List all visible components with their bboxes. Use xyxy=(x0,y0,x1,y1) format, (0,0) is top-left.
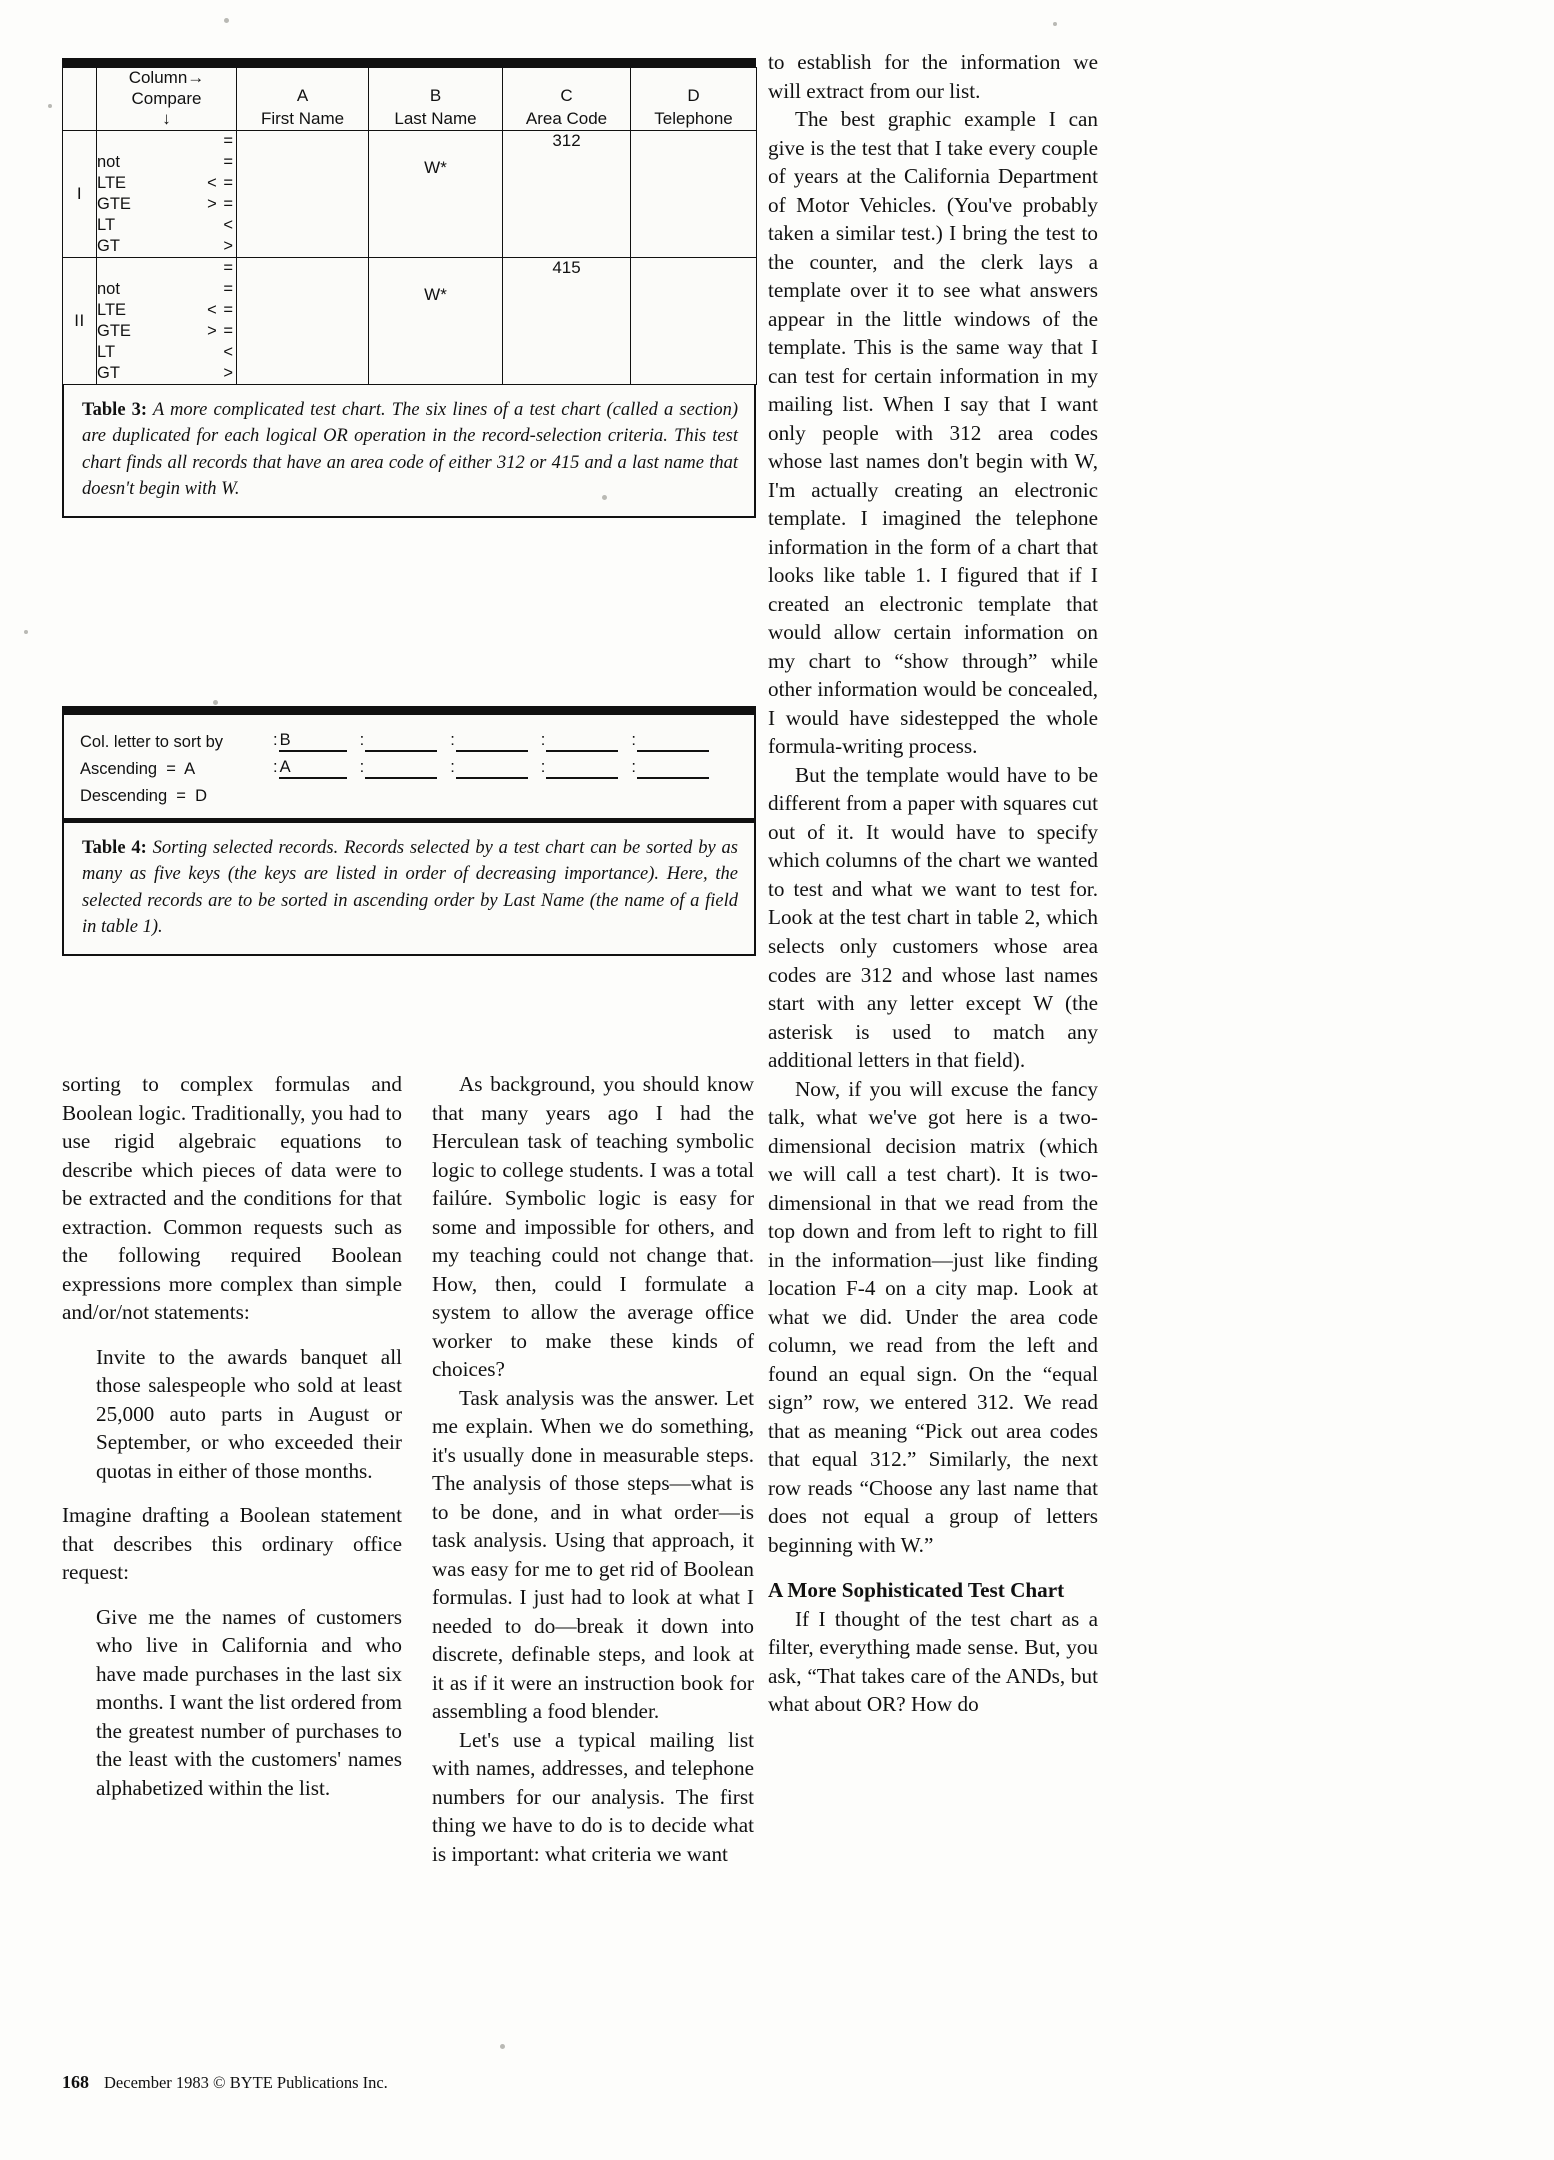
column-c-header xyxy=(503,68,631,131)
operator-name: GTE xyxy=(97,195,131,214)
cell-telephone xyxy=(631,258,757,385)
table3-caption xyxy=(82,397,738,502)
column-b-header xyxy=(369,68,503,131)
sort-key-input-2[interactable] xyxy=(365,731,437,752)
operator-name: LT xyxy=(97,216,116,235)
sort-form xyxy=(62,715,756,820)
section-label: I xyxy=(63,131,97,258)
block-quote: Invite to the awards banquet all those salespeople who sold at least 25,000 auto parts in August or September, or who exceeded their quotas in either of those months. xyxy=(96,1344,402,1483)
operator-row xyxy=(97,363,236,384)
scan-speck xyxy=(602,495,607,500)
table3-figure xyxy=(62,58,756,518)
cell-last-name: W* xyxy=(369,258,503,385)
operator-row xyxy=(97,342,236,363)
sort-key-slot-4[interactable] xyxy=(541,731,619,752)
operator-row xyxy=(97,194,236,215)
sort-key-slot-5[interactable] xyxy=(631,731,709,752)
compare-header-line1: Column→ xyxy=(128,68,205,87)
operator-name: GT xyxy=(97,364,120,383)
sort-order-input-4[interactable] xyxy=(546,758,618,779)
sort-order-slot-4[interactable] xyxy=(541,758,619,779)
operator-row xyxy=(97,300,236,321)
sort-key-slot-3[interactable] xyxy=(450,731,528,752)
scan-speck xyxy=(213,700,218,705)
table3-caption-label: Table 3: xyxy=(82,400,148,421)
body-column-left xyxy=(62,1070,402,1818)
footer-page-number: 168 xyxy=(62,2072,89,2092)
operator-symbol: < xyxy=(223,216,234,235)
operator-symbol: = xyxy=(223,259,234,278)
operator-list-section-1 xyxy=(97,131,237,258)
scan-speck xyxy=(48,104,52,108)
sort-order-input-5[interactable] xyxy=(637,758,709,779)
figure-top-rule xyxy=(62,58,756,67)
block-quote: Give me the names of customers who live in California and who have made purchases in the last six months. I want the list ordered from the greatest number of purchases to the least with the customers' names alphabetized within the list. xyxy=(96,1604,402,1800)
scan-speck xyxy=(224,18,229,23)
cell-telephone xyxy=(631,131,757,258)
table4-caption-text: Sorting selected records. Records selected by a test chart can be sorted by as many as five keys (the keys are listed in order of decreasing importance). Here, the selected records are to be sorted in ascending order by Last Name (the name of a field in table 1). xyxy=(82,838,738,937)
sort-key-input-1[interactable] xyxy=(279,731,347,752)
operator-name: GT xyxy=(97,237,120,256)
scan-speck xyxy=(24,630,28,634)
operator-row xyxy=(97,258,236,279)
column-b-name: Last Name xyxy=(394,108,477,128)
sort-key-slot-2[interactable] xyxy=(360,731,438,752)
sort-order-slot-3[interactable] xyxy=(450,758,528,779)
paragraph: to establish for the information we will extract from our list. xyxy=(768,50,1098,103)
sort-key-input-3[interactable] xyxy=(456,731,528,752)
slot-colon: : xyxy=(540,758,546,776)
operator-row xyxy=(97,321,236,342)
operator-symbol: < = xyxy=(207,301,234,320)
table4-caption xyxy=(82,835,738,940)
slot-colon: : xyxy=(540,731,546,749)
operator-row xyxy=(97,279,236,300)
sort-order-slot-2[interactable] xyxy=(360,758,438,779)
table3-caption-box xyxy=(62,385,756,518)
operator-symbol: = xyxy=(223,153,234,172)
body-column-middle xyxy=(432,1070,754,1868)
column-d-letter: D xyxy=(687,86,700,106)
sort-key-fields-row1 xyxy=(273,731,709,752)
operator-name: LTE xyxy=(97,174,127,193)
cell-last-name: W* xyxy=(369,131,503,258)
scan-speck xyxy=(500,2044,505,2049)
slot-colon: : xyxy=(273,731,278,749)
operator-name xyxy=(97,131,137,152)
paragraph: Imagine drafting a Boolean statement that describes this ordinary office request: xyxy=(62,1503,402,1585)
operator-name: GTE xyxy=(97,322,131,341)
operator-row xyxy=(97,173,236,194)
operator-symbol: > xyxy=(223,364,234,383)
test-chart-table xyxy=(62,67,757,385)
column-b-letter: B xyxy=(429,86,442,106)
table-header-row xyxy=(63,68,757,131)
operator-symbol: > xyxy=(223,237,234,256)
paragraph: The best graphic example I can give is the test that I take every couple of years at the California Department of Motor Vehicles. (You've probably taken a similar test.) I bring the test to the counter, and the clerk lays a template over it to see what answers appear in the little windows of the template. This is the same way that I can test for certain information in my mailing list. When I say that I want only people with 312 area codes whose last names don't begin with W, I'm actually creating an electronic template. I imagined the telephone information in the form of a chart that looks like table 1. I figured that if I created an electronic template that would allow certain information on my chart to “show through” while other information would be concealed, I would have sidestepped the whole formula-writing process. xyxy=(768,107,1098,759)
section-heading: A More Sophisticated Test Chart xyxy=(768,1578,1065,1603)
slot-colon: : xyxy=(450,758,455,776)
operator-symbol: > = xyxy=(207,195,234,214)
slot-colon: : xyxy=(631,731,636,749)
operator-symbol: = xyxy=(223,132,234,151)
sort-order-slot-5[interactable] xyxy=(631,758,709,779)
footer-copyright: December 1983 © BYTE Publications Inc. xyxy=(104,2073,388,2092)
slot-colon: : xyxy=(450,731,455,749)
sort-key-slot-1[interactable] xyxy=(273,731,347,752)
operator-row xyxy=(97,131,236,152)
paragraph: If I thought of the test chart as a filter, everything made sense. But, you ask, “That takes care of the ANDs, but what about OR? How do xyxy=(768,1606,1098,1717)
column-d-name: Telephone xyxy=(654,108,733,128)
operator-name: not xyxy=(97,153,120,172)
column-a-name: First Name xyxy=(260,108,345,128)
sort-key-input-4[interactable] xyxy=(546,731,618,752)
operator-name: not xyxy=(97,280,120,299)
cell-first-name xyxy=(237,258,369,385)
compare-header-line3: ↓ xyxy=(162,109,171,129)
paragraph: But the template would have to be different from a paper with squares cut out of it. It would have to specify which columns of the chart we wanted to test and what we want to test for. Look at the test chart in table 2, which selects only customers whose area codes are 312 and whose last names start with any letter except W (the asterisk is used to match any additional letters in that field). xyxy=(768,762,1098,1073)
operator-symbol: < = xyxy=(207,174,234,193)
page-footer xyxy=(62,2072,388,2093)
section-label: II xyxy=(63,258,97,385)
sort-label-ascending: Ascending = A xyxy=(80,760,196,778)
operator-row xyxy=(97,215,236,236)
paragraph: Task analysis was the answer. Let me explain. When we do something, it's usually done in measurable steps. The analysis of those steps—what is to be done, and in what order—is task analysis. Using that approach, it was easy for me to get rid of Boolean formulas. I just had to look at what I needed to do—break it down into discrete, definable steps, and look at it as if it were an instruction book for assembling a food blender. xyxy=(432,1385,754,1724)
paragraph: Let's use a typical mailing list with names, addresses, and telephone numbers for our analysis. The first thing we have to do is to decide what is important: what criteria we want xyxy=(432,1727,754,1866)
operator-name: LTE xyxy=(97,301,127,320)
sort-order-slot-1[interactable] xyxy=(273,758,347,779)
compare-header xyxy=(97,68,237,131)
slot-colon: : xyxy=(359,758,365,776)
sort-row-ascending xyxy=(80,752,740,779)
operator-row xyxy=(97,152,236,173)
slot-colon: : xyxy=(359,731,365,749)
scan-speck xyxy=(1053,22,1057,26)
table4-caption-label: Table 4: xyxy=(82,838,147,858)
paragraph: Now, if you will excuse the fancy talk, what we've got here is a two-dimensional decision matrix (which we will call a test chart). It is two-dimensional in that we read from the top down and from left to right to fill in the information—just like finding location F-4 on a city map. Look at what we did. Under the area code column, we read from the left and found an equal sign. On the “equal sign” row, we entered 312. We read that as meaning “Pick out area codes that equal 312.” Similarly, the next row reads “Choose any last name that does not equal a group of letters beginning with W.” xyxy=(768,1076,1098,1557)
operator-row xyxy=(97,236,236,257)
column-c-name: Area Code xyxy=(525,108,608,128)
operator-name xyxy=(97,258,137,279)
column-d-header xyxy=(631,68,757,131)
operator-name: LT xyxy=(97,343,116,362)
table4-top-rule xyxy=(62,706,756,715)
paragraph: As background, you should know that many years ago I had the Herculean task of teaching symbolic logic to college students. I was a total failúre. Symbolic logic is easy for some and impossible for others, and my teaching could not change that. How, then, could I formulate a system to allow the average office worker to make these kinds of choices? xyxy=(432,1072,754,1382)
operator-symbol: = xyxy=(223,280,234,299)
table4-caption-box xyxy=(62,823,756,956)
compare-header-line2: Compare xyxy=(131,88,202,108)
paragraph: sorting to complex formulas and Boolean logic. Traditionally, you had to use rigid algebraic equations to describe which pieces of data were to be extracted and the conditions for that extraction. Common requests such as the following required Boolean expressions more complex than simple and/or/not statements: xyxy=(62,1072,402,1325)
column-c-letter: C xyxy=(560,86,573,106)
operator-symbol: < xyxy=(223,343,234,362)
sort-key-value-1: B xyxy=(279,731,291,749)
sort-order-fields-row2 xyxy=(273,758,709,779)
operator-symbol: > = xyxy=(207,322,234,341)
section-header-blank xyxy=(63,68,97,131)
column-a-letter: A xyxy=(296,86,309,106)
sort-label-descending: Descending = D xyxy=(80,787,208,805)
table3-caption-text: A more complicated test chart. The six lines of a test chart (called a section) are duplicated for each logical OR operation in the record-selection criteria. This test chart finds all records that have an area code of either 312 or 415 and a last name that doesn't begin with W. xyxy=(82,400,738,499)
cell-area-code: 312 xyxy=(503,131,631,258)
body-column-right xyxy=(768,48,1098,1719)
sort-label-column-letter: Col. letter to sort by xyxy=(80,733,224,751)
sort-order-input-2[interactable] xyxy=(365,758,437,779)
sort-order-value-1: A xyxy=(279,758,291,776)
operator-list-section-2 xyxy=(97,258,237,385)
table-row xyxy=(63,131,757,258)
cell-area-code: 415 xyxy=(503,258,631,385)
slot-colon: : xyxy=(631,758,636,776)
column-a-header xyxy=(237,68,369,131)
slot-colon: : xyxy=(273,758,278,776)
sort-order-input-3[interactable] xyxy=(456,758,528,779)
sort-row-descending xyxy=(80,779,740,806)
sort-row-column-letter xyxy=(80,725,740,752)
table4-figure xyxy=(62,706,756,956)
sort-order-input-1[interactable] xyxy=(279,758,347,779)
sort-key-input-5[interactable] xyxy=(637,731,709,752)
table-row xyxy=(63,258,757,385)
cell-first-name xyxy=(237,131,369,258)
